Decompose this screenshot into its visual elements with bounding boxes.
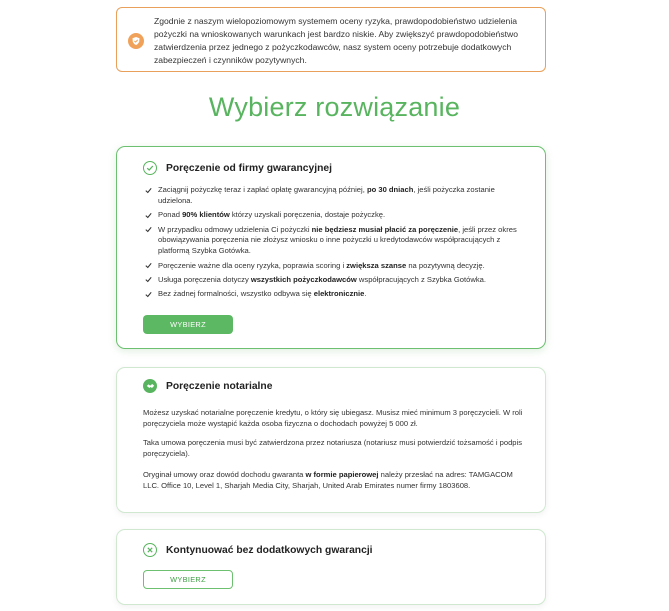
card-header (143, 379, 272, 393)
notarial-paragraph-2: Taka umowa poręczenia musi być zatwierdzona przez notariusza (notariusz musi potwierdzić tożsamość i podpis poręczyciela). (143, 438, 523, 458)
list-item: Zaciągnij pożyczkę teraz i zapłać opłatę gwarancyjną później, po 30 dniach, jeśli pożyczka zostanie udzielona. (145, 185, 525, 207)
check-icon (145, 226, 152, 233)
check-circle-icon (143, 161, 157, 175)
card-title: Poręczenie notarialne (166, 380, 273, 392)
card-header (143, 161, 332, 175)
risk-alert (116, 7, 546, 72)
shield-icon (128, 33, 144, 49)
check-icon (145, 291, 152, 298)
card-guarantee-company (116, 146, 546, 349)
benefits-list (145, 185, 525, 304)
list-item: Poręczenie ważne dla oceny ryzyka, poprawia scoring i zwiększa szanse na pozytywną decyzję. (145, 261, 525, 272)
page-title: Wybierz rozwiązanie (208, 92, 461, 122)
check-icon (145, 262, 152, 269)
list-item: Usługa poręczenia dotyczy wszystkich pożyczkodawców współpracujących z Szybka Gotówka. (145, 275, 525, 286)
check-icon (145, 276, 152, 283)
list-item: Ponad 90% klientów którzy uzyskali poręczenia, dostaje pożyczkę. (145, 210, 525, 221)
alert-text: Zgodnie z naszym wielopoziomowym systemem oceny ryzyka, prawdopodobieństwo udzielenia pożyczki na wnioskowanych warunkach jest bardzo niskie. Aby zwiększyć prawdopodobieństwo zatwierdzenia przez jednego z pożyczkodawców, nasz system oceny potrzebuje dodatkowych zabezpieczeń i czynników pozytywnych. (154, 16, 518, 65)
card-header (143, 543, 373, 557)
handshake-icon (143, 379, 157, 393)
choose-guarantee-button[interactable]: WYBIERZ (143, 315, 233, 334)
card-title: Kontynuować bez dodatkowych gwarancji (166, 544, 373, 556)
card-no-guarantee (116, 529, 546, 605)
continue-without-guarantee-button[interactable]: WYBIERZ (143, 570, 233, 589)
card-title: Poręczenie od firmy gwarancyjnej (166, 162, 332, 174)
notarial-paragraph-1: Możesz uzyskać notarialne poręczenie kredytu, o który się ubiegasz. Musisz mieć minimum 3 poręczycieli. W roli poręczyciela może wystąpić każda osoba fizyczna o dochodach powyżej 5 000 zł. (143, 408, 523, 428)
list-item: Bez żadnej formalności, wszystko odbywa się elektronicznie. (145, 289, 525, 300)
notarial-paragraph-3: Oryginał umowy oraz dowód dochodu gwaranta w formie papierowej należy przesłać na adres: TAMGACOM LLC. Office 10, Level 1, Sharjah Media City, Sharjah, United Arab Emirates numer firmy 1803608. (143, 470, 513, 490)
list-item: W przypadku odmowy udzielenia Ci pożyczki nie będziesz musiał płacić za poręczenie, jeśli przez okres obowiązywania poręczenia nie złożysz wniosku o inne pożyczki u kredytodawców współpracujących z platformą Szybka Gotówka. (145, 225, 525, 257)
check-icon (145, 212, 152, 219)
check-icon (145, 187, 152, 194)
card-notarial-guarantee (116, 367, 546, 513)
close-circle-icon (143, 543, 157, 557)
